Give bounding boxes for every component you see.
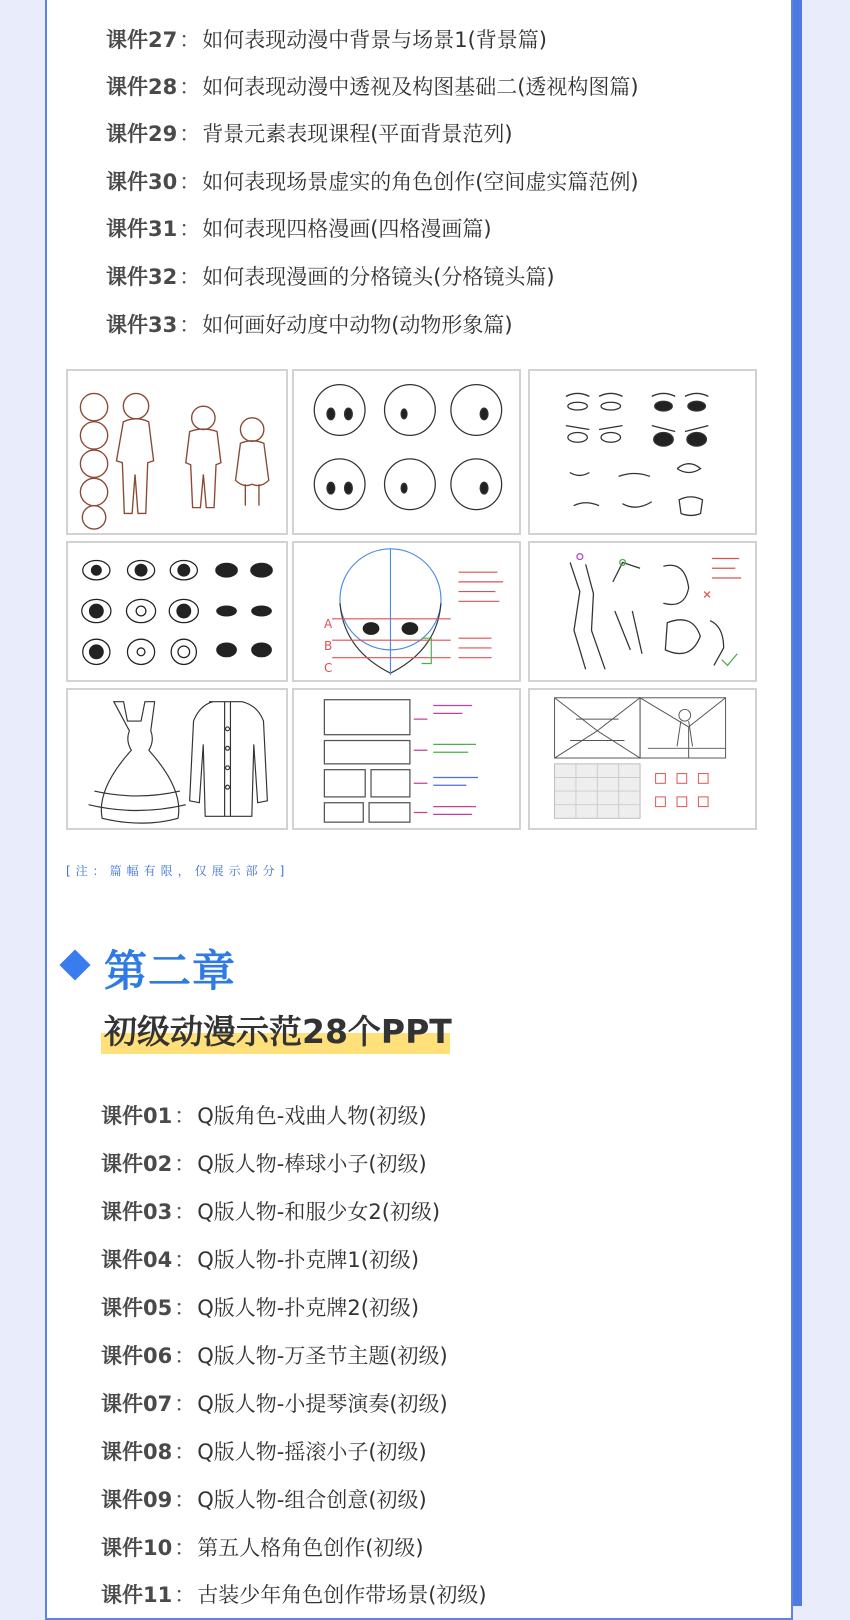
eye-styles-sketch-icon <box>66 541 288 682</box>
lesson-number: 课件07 <box>101 1392 173 1416</box>
chapter-title: 第二章 <box>104 947 236 997</box>
lesson-separator: ： <box>174 1440 196 1464</box>
lesson-item <box>101 1389 448 1419</box>
lesson-title: 如何表现漫画的分格镜头(分格镜头篇) <box>202 265 555 289</box>
lesson-number: 课件27 <box>106 28 178 52</box>
lesson-item <box>101 1245 419 1275</box>
lesson-number: 课件03 <box>101 1200 173 1224</box>
lesson-item <box>101 1533 424 1563</box>
lesson-number: 课件01 <box>101 1104 173 1128</box>
lesson-number: 课件29 <box>106 122 178 146</box>
lesson-separator: ： <box>174 1583 196 1607</box>
lesson-number: 课件06 <box>101 1344 173 1368</box>
lesson-title: 如何画好动度中动物(动物形象篇) <box>202 313 513 337</box>
lesson-title: 如何表现动漫中背景与场景1(背景篇) <box>202 28 547 52</box>
lesson-title: 如何表现动漫中透视及构图基础二(透视构图篇) <box>202 75 639 99</box>
lesson-item <box>106 72 639 102</box>
lesson-separator: ： <box>179 217 201 241</box>
lesson-separator: ： <box>179 265 201 289</box>
arm-hand-sketch-icon <box>528 541 757 682</box>
body-proportions-sketch-icon <box>66 369 288 535</box>
lesson-title: Q版人物-扑克牌1(初级) <box>197 1248 420 1272</box>
lesson-separator: ： <box>179 28 201 52</box>
lesson-separator: ： <box>179 313 201 337</box>
lesson-number: 课件04 <box>101 1248 173 1272</box>
lesson-item <box>106 262 555 292</box>
lesson-item <box>101 1197 440 1227</box>
lesson-title: Q版人物-扑克牌2(初级) <box>197 1296 420 1320</box>
lesson-item <box>101 1149 427 1179</box>
lesson-separator: ： <box>174 1152 196 1176</box>
lesson-item <box>106 214 492 244</box>
perspective-scene-sketch-icon <box>528 688 757 830</box>
lesson-number: 课件10 <box>101 1536 173 1560</box>
lesson-title: Q版人物-棒球小子(初级) <box>197 1152 427 1176</box>
lesson-separator: ： <box>174 1536 196 1560</box>
lesson-number: 课件31 <box>106 217 178 241</box>
lesson-item <box>101 1485 427 1515</box>
lesson-title: 背景元素表现课程(平面背景范列) <box>202 122 513 146</box>
gallery-note: [注：篇幅有限，仅展示部分] <box>66 864 290 878</box>
lesson-item <box>106 25 547 55</box>
lesson-item <box>101 1341 448 1371</box>
lesson-title: Q版人物-小提琴演奏(初级) <box>197 1392 448 1416</box>
lesson-separator: ： <box>179 75 201 99</box>
lesson-title: Q版人物-和服少女2(初级) <box>197 1200 441 1224</box>
lesson-number: 课件02 <box>101 1152 173 1176</box>
chapter-subtitle: 初级动漫示范28个PPT <box>104 1012 452 1051</box>
lesson-number: 课件08 <box>101 1440 173 1464</box>
lesson-number: 课件33 <box>106 313 178 337</box>
chibi-heads-sketch-icon <box>292 369 521 535</box>
facial-expressions-sketch-icon <box>528 369 757 535</box>
lesson-separator: ： <box>174 1488 196 1512</box>
face-guide-labels <box>324 613 332 679</box>
lesson-number: 课件09 <box>101 1488 173 1512</box>
lesson-item <box>106 167 639 197</box>
lesson-title: Q版人物-组合创意(初级) <box>197 1488 427 1512</box>
lesson-separator: ： <box>174 1344 196 1368</box>
lesson-number: 课件32 <box>106 265 178 289</box>
lesson-title: Q版人物-摇滚小子(初级) <box>197 1440 427 1464</box>
lesson-number: 课件28 <box>106 75 178 99</box>
lesson-number: 课件11 <box>101 1583 173 1607</box>
guide-letter-a: A <box>324 617 333 631</box>
lesson-title: 第五人格角色创作(初级) <box>197 1536 424 1560</box>
lesson-separator: ： <box>179 122 201 146</box>
lesson-separator: ： <box>179 170 201 194</box>
side-stripe <box>793 0 802 1606</box>
lesson-title: 古装少年角色创作带场景(初级) <box>197 1583 487 1607</box>
guide-letter-c: C <box>324 661 333 675</box>
lesson-number: 课件05 <box>101 1296 173 1320</box>
lesson-item <box>106 119 513 149</box>
dress-costume-sketch-icon <box>66 688 288 830</box>
lesson-item <box>101 1293 419 1323</box>
lesson-title: 如何表现四格漫画(四格漫画篇) <box>202 217 492 241</box>
lesson-separator: ： <box>174 1200 196 1224</box>
lesson-item <box>101 1101 427 1131</box>
guide-letter-b: B <box>324 639 333 653</box>
lesson-item <box>106 310 513 340</box>
lesson-item <box>101 1437 427 1467</box>
lesson-separator: ： <box>174 1248 196 1272</box>
lesson-title: Q版角色-戏曲人物(初级) <box>197 1104 427 1128</box>
comic-panel-layout-icon <box>292 688 521 830</box>
lesson-title: 如何表现场景虚实的角色创作(空间虚实篇范例) <box>202 170 639 194</box>
lesson-title: Q版人物-万圣节主题(初级) <box>197 1344 448 1368</box>
lesson-separator: ： <box>174 1104 196 1128</box>
lesson-separator: ： <box>174 1296 196 1320</box>
lesson-number: 课件30 <box>106 170 178 194</box>
lesson-separator: ： <box>174 1392 196 1416</box>
